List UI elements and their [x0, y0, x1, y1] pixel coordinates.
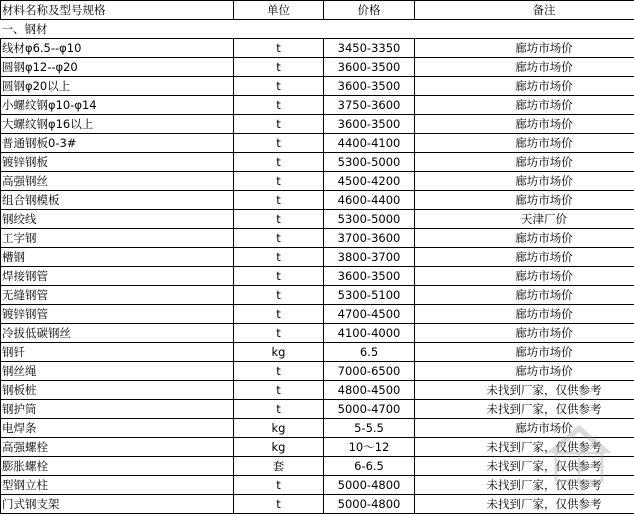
material-cell: 镀锌钢管: [1, 305, 234, 324]
remark-cell: 未找到厂家，仅供参考: [415, 381, 634, 400]
material-cell: 圆钢φ12--φ20: [1, 58, 234, 77]
price-cell: 5-5.5: [324, 419, 415, 438]
price-cell: 5300-5100: [324, 286, 415, 305]
remark-cell: 未找到厂家，仅供参考: [415, 400, 634, 419]
price-cell: 6.5: [324, 343, 415, 362]
unit-cell: t: [234, 267, 324, 286]
price-cell: 5000-4800: [324, 495, 415, 514]
table-row: [1, 248, 634, 267]
remark-cell: 廊坊市场价: [415, 191, 634, 210]
table-row: [1, 39, 634, 58]
material-cell: 工字钢: [1, 229, 234, 248]
table-row: [1, 134, 634, 153]
house-logo-watermark: [540, 423, 618, 485]
remark-cell: 廊坊市场价: [415, 267, 634, 286]
remark-cell: 天津厂价: [415, 210, 634, 229]
price-cell: 3600-3500: [324, 115, 415, 134]
unit-cell: t: [234, 153, 324, 172]
material-cell: 无缝钢管: [1, 286, 234, 305]
table-row: [1, 229, 634, 248]
table-row: [1, 495, 634, 514]
remark-cell: 廊坊市场价: [415, 305, 634, 324]
table-row: [1, 191, 634, 210]
price-cell: 3800-3700: [324, 248, 415, 267]
price-cell: 5300-5000: [324, 210, 415, 229]
remark-cell: 廊坊市场价: [415, 419, 634, 438]
table-row: [1, 381, 634, 400]
unit-cell: 套: [234, 457, 324, 476]
unit-cell: t: [234, 476, 324, 495]
unit-cell: t: [234, 96, 324, 115]
remark-cell: 廊坊市场价: [415, 39, 634, 58]
table-row: [1, 210, 634, 229]
remark-cell: 廊坊市场价: [415, 58, 634, 77]
header-material: 材料名称及型号规格: [1, 1, 234, 20]
table-row: [1, 400, 634, 419]
material-cell: 组合钢模板: [1, 191, 234, 210]
material-cell: 大螺纹钢φ16以上: [1, 115, 234, 134]
material-cell: 钢钎: [1, 343, 234, 362]
material-cell: 焊接钢管: [1, 267, 234, 286]
price-cell: 3700-3600: [324, 229, 415, 248]
price-cell: 10～12: [324, 438, 415, 457]
price-cell: 4700-4500: [324, 305, 415, 324]
section-title: 一、钢材: [1, 20, 234, 39]
unit-cell: t: [234, 39, 324, 58]
price-cell: 4800-4500: [324, 381, 415, 400]
table-row: [1, 58, 634, 77]
unit-cell: t: [234, 191, 324, 210]
price-cell: 5300-5000: [324, 153, 415, 172]
remark-cell: 未找到厂家，仅供参考: [415, 476, 634, 495]
remark-cell: 廊坊市场价: [415, 115, 634, 134]
remark-cell: 廊坊市场价: [415, 172, 634, 191]
material-cell: 高强钢丝: [1, 172, 234, 191]
material-cell: 线材φ6.5--φ10: [1, 39, 234, 58]
header-unit: 单位: [234, 1, 324, 20]
table-row: [1, 115, 634, 134]
table-row: [1, 438, 634, 457]
unit-cell: t: [234, 305, 324, 324]
unit-cell: t: [234, 324, 324, 343]
unit-cell: t: [234, 134, 324, 153]
table-row: [1, 286, 634, 305]
material-cell: 镀锌钢板: [1, 153, 234, 172]
remark-cell: 未找到厂家，仅供参考: [415, 495, 634, 514]
remark-cell: 廊坊市场价: [415, 96, 634, 115]
material-cell: 钢绞线: [1, 210, 234, 229]
unit-cell: t: [234, 362, 324, 381]
table-row: [1, 96, 634, 115]
material-cell: 门式钢支架: [1, 495, 234, 514]
remark-cell: 廊坊市场价: [415, 362, 634, 381]
material-cell: 普通钢板0-3#: [1, 134, 234, 153]
unit-cell: t: [234, 77, 324, 96]
price-cell: 3450-3350: [324, 39, 415, 58]
material-cell: 槽钢: [1, 248, 234, 267]
price-cell: 5000-4800: [324, 476, 415, 495]
table-row: [1, 476, 634, 495]
table-row: [1, 419, 634, 438]
material-cell: 钢板桩: [1, 381, 234, 400]
header-row: [1, 1, 634, 20]
price-cell: 3750-3600: [324, 96, 415, 115]
remark-cell: 未找到厂家，仅供参考: [415, 457, 634, 476]
unit-cell: t: [234, 495, 324, 514]
material-cell: 冷拔低碳钢丝: [1, 324, 234, 343]
price-cell: 3600-3500: [324, 267, 415, 286]
unit-cell: t: [234, 248, 324, 267]
section-row: [1, 20, 634, 39]
remark-cell: 未找到厂家，仅供参考: [415, 438, 634, 457]
material-cell: 圆钢φ20以上: [1, 77, 234, 96]
remark-cell: 廊坊市场价: [415, 153, 634, 172]
remark-cell: 廊坊市场价: [415, 77, 634, 96]
unit-cell: kg: [234, 343, 324, 362]
unit-cell: t: [234, 381, 324, 400]
unit-cell: kg: [234, 438, 324, 457]
table-row: [1, 362, 634, 381]
price-cell: 3600-3500: [324, 58, 415, 77]
unit-cell: t: [234, 172, 324, 191]
table-row: [1, 267, 634, 286]
material-cell: 钢护筒: [1, 400, 234, 419]
table-row: [1, 153, 634, 172]
price-cell: 4500-4200: [324, 172, 415, 191]
remark-cell: 廊坊市场价: [415, 286, 634, 305]
table-row: [1, 324, 634, 343]
remark-cell: 廊坊市场价: [415, 248, 634, 267]
table-row: [1, 172, 634, 191]
price-cell: 4600-4400: [324, 191, 415, 210]
unit-cell: t: [234, 210, 324, 229]
price-cell: 4400-4100: [324, 134, 415, 153]
unit-cell: t: [234, 286, 324, 305]
material-cell: 高强螺栓: [1, 438, 234, 457]
table-row: [1, 305, 634, 324]
remark-cell: 廊坊市场价: [415, 229, 634, 248]
material-cell: 电焊条: [1, 419, 234, 438]
remark-cell: 廊坊市场价: [415, 324, 634, 343]
table-row: [1, 457, 634, 476]
table-row: [1, 343, 634, 362]
material-cell: 钢丝绳: [1, 362, 234, 381]
remark-cell: 廊坊市场价: [415, 134, 634, 153]
price-cell: 3600-3500: [324, 77, 415, 96]
material-cell: 膨胀螺栓: [1, 457, 234, 476]
unit-cell: t: [234, 229, 324, 248]
unit-cell: kg: [234, 419, 324, 438]
unit-cell: t: [234, 400, 324, 419]
material-cell: 型钢立柱: [1, 476, 234, 495]
price-cell: 6-6.5: [324, 457, 415, 476]
table-row: [1, 77, 634, 96]
unit-cell: t: [234, 115, 324, 134]
price-cell: 7000-6500: [324, 362, 415, 381]
price-cell: 4100-4000: [324, 324, 415, 343]
header-price: 价格: [324, 1, 415, 20]
remark-cell: 廊坊市场价: [415, 343, 634, 362]
unit-cell: t: [234, 58, 324, 77]
price-cell: 5000-4700: [324, 400, 415, 419]
material-cell: 小螺纹钢φ10-φ14: [1, 96, 234, 115]
header-remark: 备注: [415, 1, 634, 20]
